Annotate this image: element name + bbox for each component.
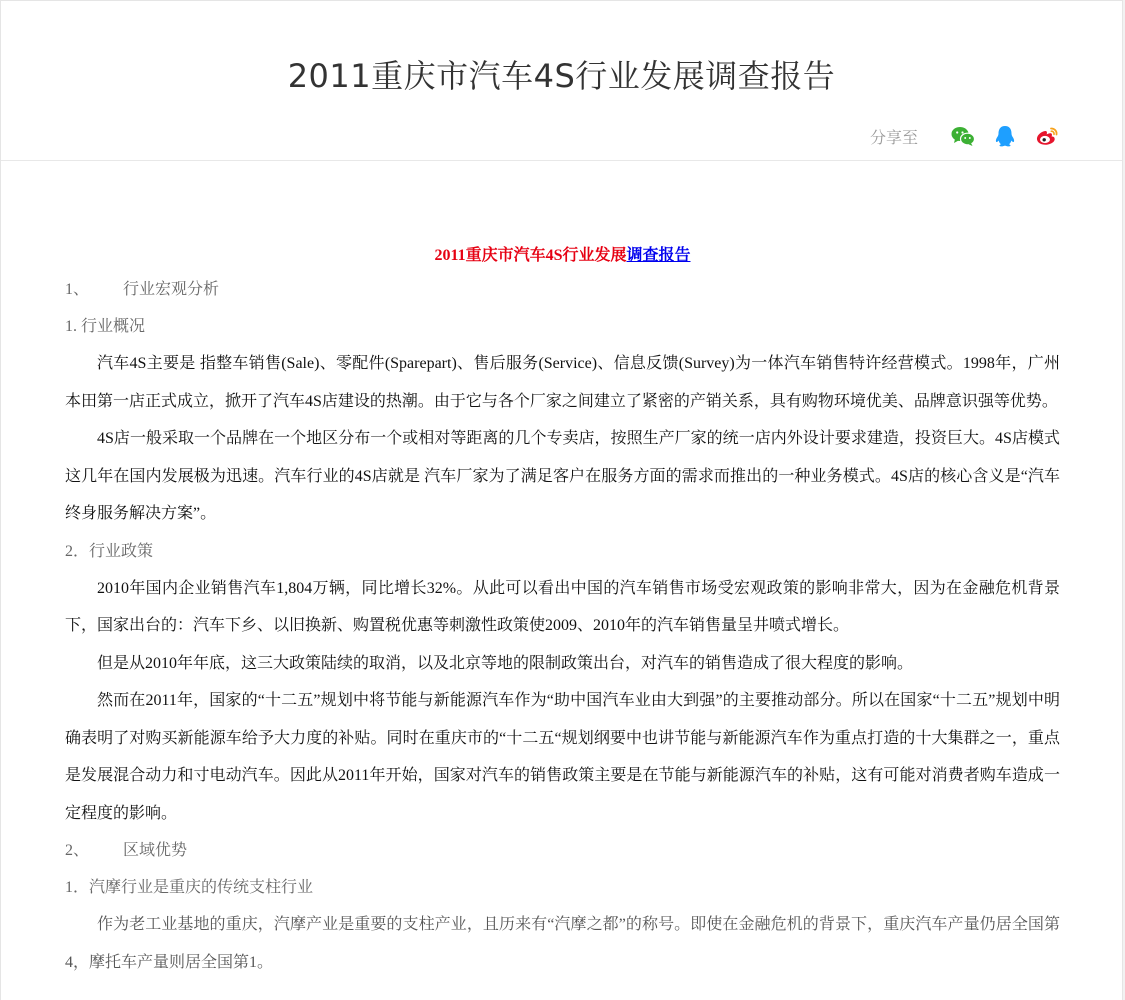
subsection-heading: 1. 行业概况 [65, 318, 146, 335]
qq-icon[interactable] [992, 123, 1018, 149]
article-heading-link[interactable]: 调查报告 [626, 247, 691, 264]
paragraph: 2010年国内企业销售汽车1,804万辆，同比增长32%。从此可以看出中国的汽车销售市场受宏观政策的影响非常大，因为在金融危机背景下，国家出台的：汽车下乡、以旧换新、购置税优惠等刺激性政策使2009、2010年的汽车销售量呈井喷式增长。 [65, 579, 1060, 634]
section-heading [65, 832, 1060, 869]
section-title: 区域优势 [123, 842, 188, 859]
article-heading [65, 241, 1060, 271]
wechat-icon[interactable] [950, 123, 976, 149]
page-title: 2011重庆市汽车4S行业发展调查报告 [287, 57, 836, 95]
paragraph: 4S店一般采取一个品牌在一个地区分布一个或相对等距离的几个专卖店，按照生产厂家的统一店内外设计要求建造，投资巨大。4S店模式这几年在国内发展极为迅速。汽车行业的4S店就是 汽车厂家为了满足客户在服务方面的需求而推出的一种业务模式。4S店的核心含义是“汽车终身服务解决方案”。 [65, 430, 1060, 522]
share-bar [870, 121, 1060, 151]
paragraph: 汽车4S主要是 指整车销售(Sale)、零配件(Sparepart)、售后服务(Service)、信息反馈(Survey)为一体汽车销售特许经营模式。1998年，广州本田第一店正式成立，掀开了汽车4S店建设的热潮。由于它与各个厂家之间建立了紧密的产销关系，具有购物环境优美、品牌意识强等优势。 [65, 355, 1060, 410]
paragraph: 但是从2010年年底，这三大政策陆续的取消，以及北京等地的限制政策出台，对汽车的销售造成了很大程度的影响。 [97, 654, 914, 672]
section-heading [65, 271, 1060, 308]
share-label: 分享至 [869, 127, 918, 147]
weibo-icon[interactable] [1034, 123, 1060, 149]
section-number: 1、 [65, 281, 90, 298]
paragraph: 作为老工业基地的重庆，汽摩产业是重要的支柱产业，且历来有“汽摩之都”的称号。即使在金融危机的背景下，重庆汽车产量仍居全国第4，摩托车产量则居全国第1。 [65, 916, 1060, 971]
document-header [1, 1, 1122, 161]
section-number: 2、 [65, 842, 90, 859]
subsection-heading: 1．汽摩行业是重庆的传统支柱行业 [65, 879, 314, 896]
section-title: 行业宏观分析 [123, 281, 220, 298]
article-body [65, 241, 1060, 981]
article-heading-text: 2011重庆市汽车4S行业发展 [434, 247, 627, 264]
subsection-heading: 2．行业政策 [65, 542, 154, 560]
paragraph: 然而在2011年，国家的“十二五”规划中将节能与新能源汽车作为“助中国汽车业由大到强”的主要推动部分。所以在国家“十二五”规划中明确表明了对购买新能源车给予大力度的补贴。同时在重庆市的“十二五“规划纲要中也讲节能与新能源汽车作为重点打造的十大集群之一，重点是发展混合动力和寸电动汽车。因此从2011年开始，国家对汽车的销售政策主要是在节能与新能源汽车的补贴，这有可能对消费者购车造成一定程度的影响。 [65, 692, 1060, 822]
